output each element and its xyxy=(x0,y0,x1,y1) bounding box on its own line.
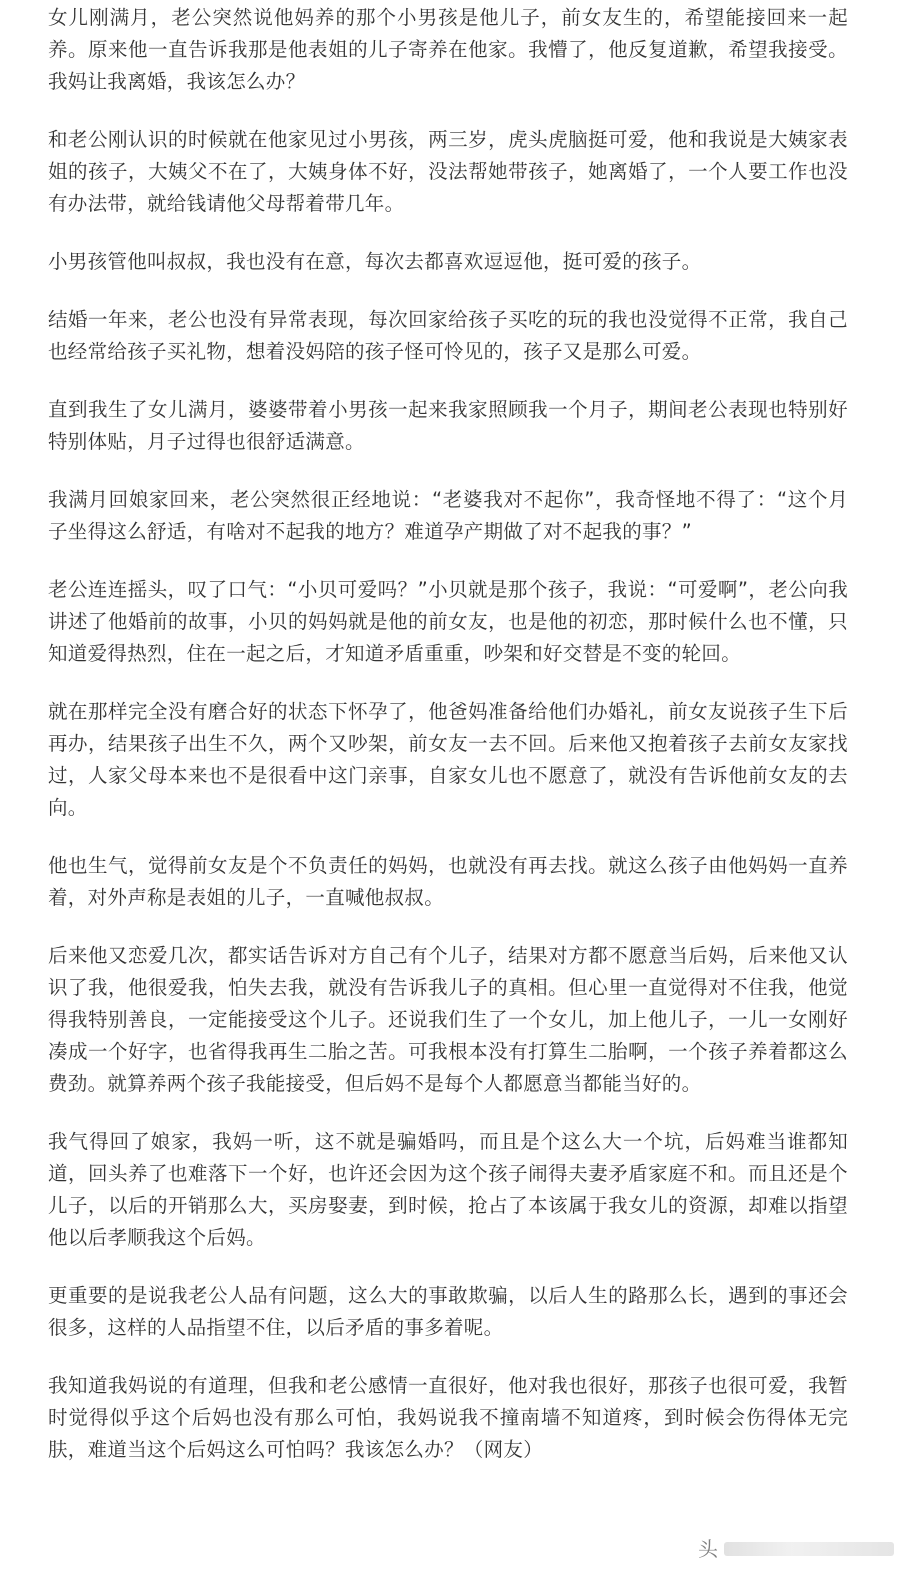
watermark-logo: 头 xyxy=(698,1537,718,1561)
paragraph-9: 他也生气，觉得前女友是个不负责任的妈妈，也就没有再去找。就这么孩子由他妈妈一直养着，对外声称是表姐的儿子，一直喊他叔叔。 xyxy=(48,854,848,909)
article-body xyxy=(48,2,848,1492)
watermark-blur xyxy=(724,1542,894,1556)
paragraph-1: 女儿刚满月，老公突然说他妈养的那个小男孩是他儿子，前女友生的，希望能接回来一起养。原来他一直告诉我那是他表姐的儿子寄养在他家。我懵了，他反复道歉，希望我接受。我妈让我离婚，我该怎么办？ xyxy=(48,6,848,93)
paragraph-3: 小男孩管他叫叔叔，我也没有在意，每次去都喜欢逗逗他，挺可爱的孩子。 xyxy=(48,250,702,273)
paragraph-4: 结婚一年来，老公也没有异常表现，每次回家给孩子买吃的玩的我也没觉得不正常，我自己也经常给孩子买礼物，想着没妈陪的孩子怪可怜见的，孩子又是那么可爱。 xyxy=(48,308,848,363)
paragraph-5: 直到我生了女儿满月，婆婆带着小男孩一起来我家照顾我一个月子，期间老公表现也特别好特别体贴，月子过得也很舒适满意。 xyxy=(48,398,848,453)
paragraph-10: 后来他又恋爱几次，都实话告诉对方自己有个儿子，结果对方都不愿意当后妈，后来他又认识了我，他很爱我，怕失去我，就没有告诉我儿子的真相。但心里一直觉得对不住我，他觉得我特别善良，一定能接受这个儿子。还说我们生了一个女儿，加上他儿子，一儿一女刚好凑成一个好字，也省得我再生二胎之苦。可我根本没有打算生二胎啊，一个孩子养着都这么费劲。就算养两个孩子我能接受，但后妈不是每个人都愿意当都能当好的。 xyxy=(48,944,848,1095)
paragraph-7: 老公连连摇头，叹了口气：“小贝可爱吗？”小贝就是那个孩子，我说：“可爱啊”，老公向我讲述了他婚前的故事，小贝的妈妈就是他的前女友，也是他的初恋，那时候什么也不懂，只知道爱得热烈，住在一起之后，才知道矛盾重重，吵架和好交替是不变的轮回。 xyxy=(48,578,848,665)
watermark xyxy=(698,1539,894,1559)
paragraph-2: 和老公刚认识的时候就在他家见过小男孩，两三岁，虎头虎脑挺可爱，他和我说是大姨家表姐的孩子，大姨父不在了，大姨身体不好，没法帮她带孩子，她离婚了，一个人要工作也没有办法带，就给钱请他父母帮着带几年。 xyxy=(48,128,848,215)
paragraph-6: 我满月回娘家回来，老公突然很正经地说：“老婆我对不起你”，我奇怪地不得了：“这个月子坐得这么舒适，有啥对不起我的地方？难道孕产期做了对不起我的事？” xyxy=(48,488,848,543)
paragraph-11: 我气得回了娘家，我妈一听，这不就是骗婚吗，而且是个这么大一个坑，后妈难当谁都知道，回头养了也难落下一个好，也许还会因为这个孩子闹得夫妻矛盾家庭不和。而且还是个儿子，以后的开销那么大，买房娶妻，到时候，抢占了本该属于我女儿的资源，却难以指望他以后孝顺我这个后妈。 xyxy=(48,1130,848,1249)
paragraph-13: 我知道我妈说的有道理，但我和老公感情一直很好，他对我也很好，那孩子也很可爱，我暂时觉得似乎这个后妈也没有那么可怕，我妈说我不撞南墙不知道疼，到时候会伤得体无完肤，难道当这个后妈这么可怕吗？我该怎么办？（网友） xyxy=(48,1374,848,1461)
paragraph-12: 更重要的是说我老公人品有问题，这么大的事敢欺骗，以后人生的路那么长，遇到的事还会很多，这样的人品指望不住，以后矛盾的事多着呢。 xyxy=(48,1284,848,1339)
paragraph-8: 就在那样完全没有磨合好的状态下怀孕了，他爸妈准备给他们办婚礼，前女友说孩子生下后再办，结果孩子出生不久，两个又吵架，前女友一去不回。后来他又抱着孩子去前女友家找过，人家父母本来也不是很看中这门亲事，自家女儿也不愿意了，就没有告诉他前女友的去向。 xyxy=(48,700,848,819)
